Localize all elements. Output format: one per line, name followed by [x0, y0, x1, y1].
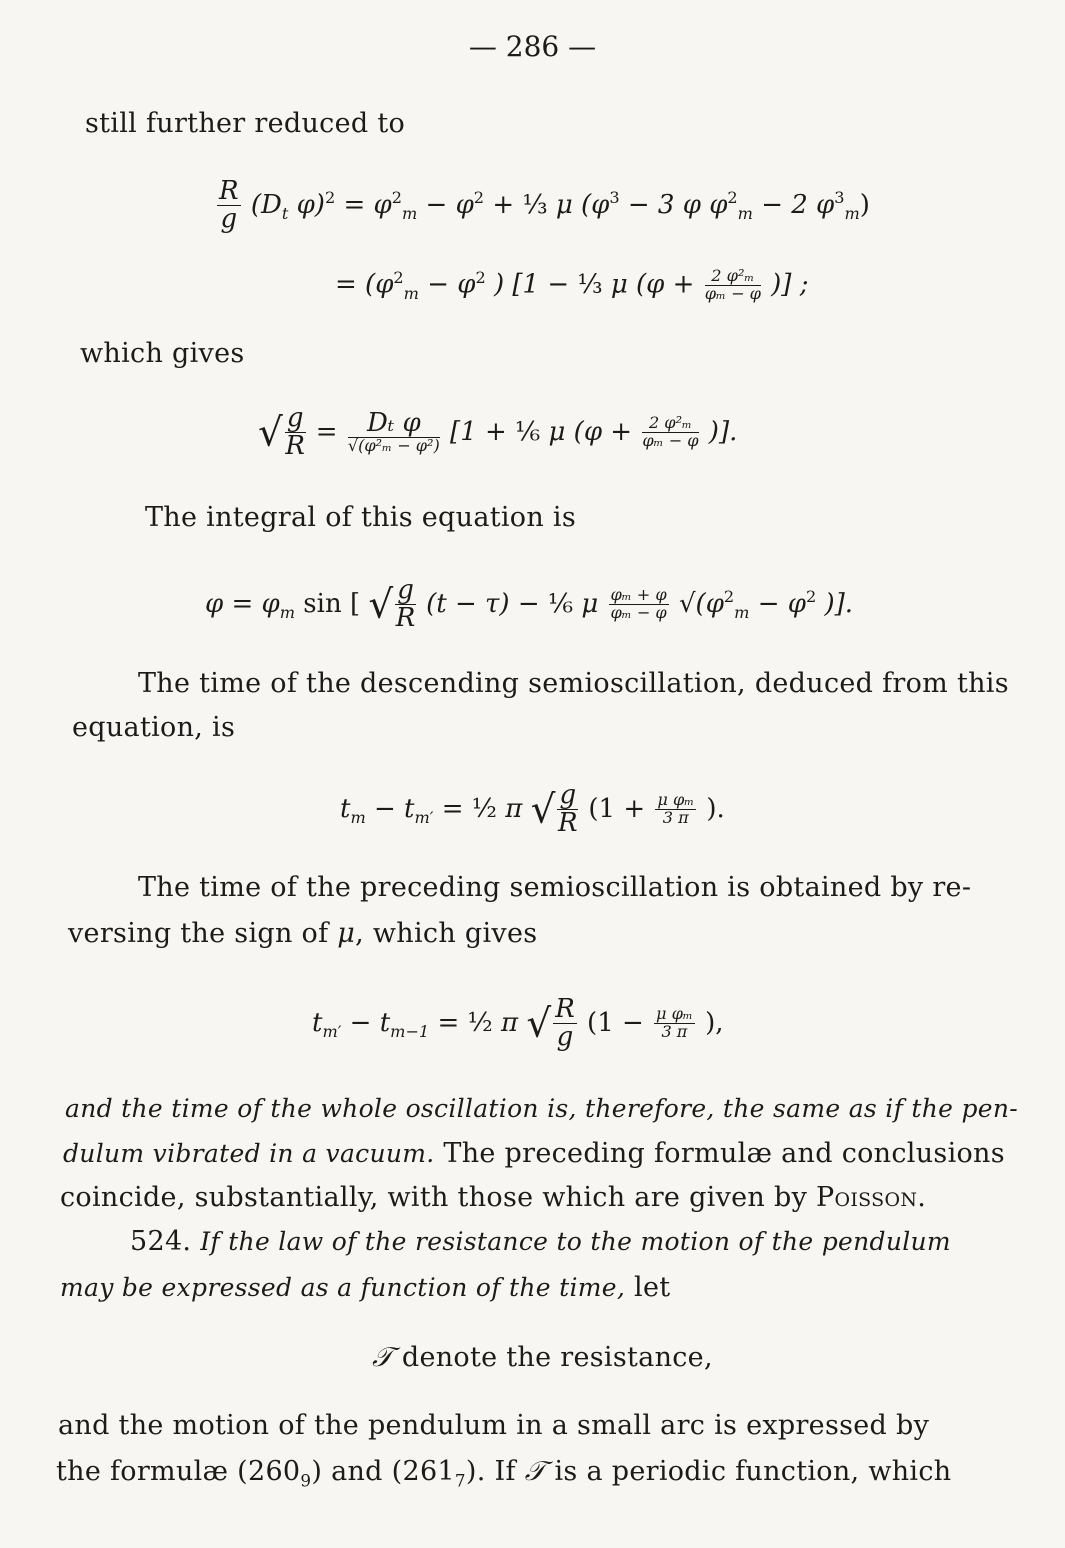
eq-part: ).	[706, 793, 725, 824]
eq-sub: m	[844, 203, 860, 223]
denominator: φₘ − φ	[704, 284, 761, 304]
eq-sub: m	[350, 807, 366, 827]
fraction-mu-phim-over-3pi	[654, 1006, 695, 1041]
text-italic: If the law of the resistance to the motion of the pendulum	[200, 1227, 951, 1256]
eq-sup: 2	[393, 268, 404, 287]
eq-sup: 2	[391, 188, 402, 208]
eq-part: √(φ	[678, 588, 724, 619]
eq-part: (D	[250, 189, 282, 220]
eq-sub: m	[279, 602, 296, 622]
text-which-gives: which gives	[80, 338, 245, 369]
denominator: √(φ²ₘ − φ²)	[347, 436, 440, 456]
text-integral: The integral of this equation is	[145, 502, 577, 533]
eq-part: − 2 φ	[761, 189, 835, 220]
numerator: 2 φ²ₘ	[642, 415, 698, 433]
eq-part: μ (φ +	[548, 416, 641, 447]
eq-part: [1 +	[450, 416, 516, 447]
text-part: ) and (261	[311, 1456, 455, 1487]
eq-coefficient: ½	[467, 1007, 493, 1038]
text-part: coincide, substantially, with those which are given by	[60, 1182, 817, 1213]
eq-sub: m	[401, 203, 418, 223]
fraction-g-over-R	[285, 405, 306, 461]
equation-5	[340, 782, 725, 838]
text-part: ). If	[465, 1456, 525, 1487]
eq-part: )].	[824, 588, 854, 619]
text-reversing	[68, 918, 537, 949]
sqrt-symbol: √	[526, 1001, 552, 1047]
text-part: versing the sign of	[68, 918, 338, 949]
eq-sup: 2	[475, 268, 486, 287]
section-number: 524.	[130, 1226, 192, 1257]
eq-sup: 2	[805, 587, 817, 607]
equation-2	[335, 268, 808, 303]
denominator: g	[220, 204, 238, 235]
numerator: 2 φ²ₘ	[705, 268, 761, 286]
text-sub: 7	[454, 1470, 466, 1491]
text-part: the formulæ (260	[56, 1456, 301, 1487]
numerator: φₘ + φ	[610, 585, 667, 605]
denominator: R	[557, 808, 578, 839]
text-whole-oscillation: and the time of the whole oscillation is, therefore, the same as if the pen-	[65, 1094, 1019, 1123]
text-italic: dulum vibrated in a vacuum.	[63, 1139, 435, 1168]
eq-part: φ)	[296, 189, 325, 220]
eq-part: − φ	[427, 269, 476, 300]
fraction-R-over-g	[553, 996, 577, 1052]
equation-4	[205, 577, 853, 633]
eq-part: sin [	[303, 588, 361, 619]
equation-6	[312, 996, 723, 1052]
eq-part: = (φ	[335, 269, 394, 300]
text-part: let	[625, 1272, 671, 1303]
text-vacuum	[63, 1138, 1005, 1169]
mu-symbol: μ	[337, 918, 356, 949]
eq-sub: m′	[322, 1021, 342, 1041]
fraction-mu-phim-over-3pi	[655, 792, 696, 827]
eq-part: μ (φ +	[610, 269, 703, 300]
numerator: R	[219, 176, 239, 206]
eq-part: = φ	[343, 189, 392, 220]
sqrt-symbol: √	[258, 410, 283, 456]
fraction-g-over-R	[557, 782, 578, 838]
eq-part: t	[312, 1007, 323, 1038]
text-reduced-to: still further reduced to	[85, 108, 406, 139]
eq-part: (t − τ) −	[426, 588, 548, 619]
denominator: φₘ − φ	[642, 431, 699, 451]
text-italic: may be expressed as a function of the time,	[60, 1273, 626, 1302]
eq-sub: m	[734, 602, 750, 622]
eq-part: +	[492, 189, 523, 220]
text-part: , which gives	[355, 918, 538, 949]
eq-sup: 2	[723, 587, 735, 607]
sqrt-symbol: √	[530, 787, 556, 833]
eq-coefficient: ⅙	[547, 588, 574, 619]
page-number: — 286 —	[468, 30, 597, 63]
fraction-sum-over-diff	[609, 587, 669, 622]
text-preceding: The time of the preceding semioscillation is obtained by re-	[138, 872, 972, 903]
denominator: R	[285, 431, 305, 462]
eq-part: − t	[374, 793, 415, 824]
text-part: The preceding formulæ and conclusions	[434, 1138, 1005, 1169]
text-small-arc: and the motion of the pendulum in a small arc is expressed by	[58, 1410, 930, 1441]
author-name: Poisson	[816, 1182, 918, 1213]
eq-part: )] ;	[771, 269, 809, 300]
eq-part: (1 +	[588, 793, 654, 824]
numerator: μ φₘ	[656, 1004, 693, 1024]
fraction-2phim2-over-diff	[705, 268, 761, 303]
eq-sup: 2	[727, 188, 738, 208]
denominator: R	[395, 603, 416, 634]
text-descending: The time of the descending semioscillation, deduced from this	[138, 668, 1009, 699]
text-function-of-time	[60, 1272, 670, 1303]
eq-sub: t	[281, 203, 289, 223]
eq-sub: m	[403, 283, 419, 303]
sqrt-symbol: √	[368, 582, 394, 628]
eq-part: − φ	[757, 588, 806, 619]
eq-sub: m	[737, 203, 753, 223]
fraction-2phim2-over-diff	[642, 415, 698, 450]
text-part: .	[917, 1182, 927, 1213]
eq-part: ) [1 −	[493, 269, 578, 300]
numerator: g	[559, 780, 577, 810]
equation-1: $\frac{R}{g}$ ($D_t$ $\varphi)^2 = \varphi^2_m - \varphi^2$ + ⅓ μ ($\varphi^3 - 3$ φ $\varphi^2_m - 2$ $\varphi^3_m$)	[219, 176, 870, 235]
text-equation-is: equation, is	[72, 712, 236, 743]
eq-part: t	[340, 793, 351, 824]
numerator: R	[555, 994, 575, 1024]
denominator: 3 π	[662, 808, 689, 828]
numerator: g	[286, 403, 304, 433]
denominator: g	[556, 1022, 574, 1053]
eq-part: )].	[708, 416, 738, 447]
text-sub: 9	[300, 1470, 312, 1491]
eq-sub: m−1	[390, 1021, 430, 1041]
eq-coefficient: ½	[471, 793, 497, 824]
eq-part: π	[505, 793, 531, 824]
equation-3	[258, 405, 737, 461]
fraction-g-over-R	[395, 577, 416, 633]
eq-part: φ = φ	[205, 588, 280, 619]
text-coincide	[60, 1182, 926, 1213]
eq-coefficient: ⅓	[522, 189, 548, 220]
numerator: Dₜ φ	[348, 410, 440, 438]
eq-part: =	[315, 416, 346, 447]
eq-sub: m′	[414, 807, 434, 827]
eq-part: − 3 φ φ	[627, 189, 728, 220]
resistance-symbol: 𝒯	[524, 1456, 546, 1487]
eq-part: =	[441, 793, 472, 824]
eq-part: π	[500, 1007, 527, 1038]
eq-sup: 3	[609, 188, 620, 208]
eq-part: (1 −	[587, 1007, 653, 1038]
fraction-R-over-g	[217, 178, 241, 234]
eq-part: − φ	[425, 189, 474, 220]
text-formulae-ref	[56, 1456, 951, 1490]
fraction-Dt-phi-over-sqrt	[348, 410, 440, 455]
eq-part: ),	[705, 1007, 724, 1038]
denominator: φₘ − φ	[610, 603, 667, 623]
eq-coefficient: ⅓	[577, 269, 603, 300]
eq-coefficient: ⅙	[515, 416, 541, 447]
text-section-524	[130, 1226, 951, 1257]
eq-part: − t	[349, 1007, 391, 1038]
numerator: g	[397, 575, 414, 605]
text-part: is a periodic function, which	[545, 1456, 952, 1487]
eq-sup: 2	[324, 188, 336, 208]
eq-part: μ (φ	[555, 189, 610, 220]
eq-sup: 2	[473, 188, 485, 208]
numerator: μ φₘ	[657, 790, 695, 810]
resistance-symbol: 𝒯	[372, 1342, 393, 1373]
text-denote-resistance	[372, 1342, 713, 1374]
eq-sup: 3	[834, 188, 845, 208]
text-part: denote the resistance,	[392, 1342, 713, 1373]
eq-part: =	[437, 1007, 468, 1038]
denominator: 3 π	[661, 1022, 688, 1042]
eq-part: μ	[581, 588, 607, 619]
